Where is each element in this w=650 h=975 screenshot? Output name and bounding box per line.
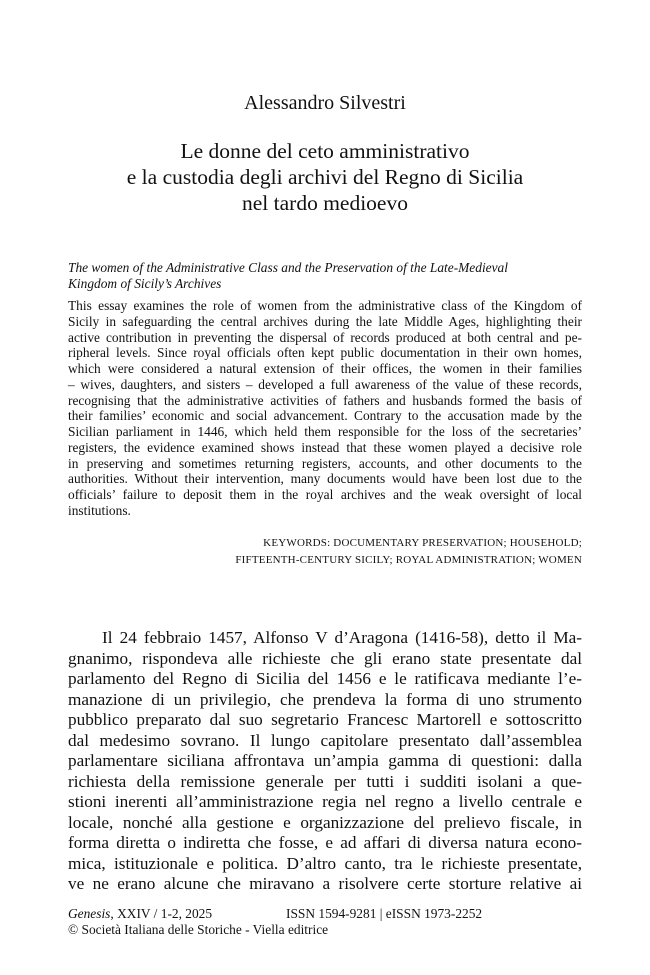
abstract-line: Sicilian parliament in 1446, which held them responsible for the loss of the secretaries’ [68, 424, 582, 439]
article-title [0, 138, 650, 216]
body-text [68, 628, 582, 895]
issn-info: ISSN 1594-9281 | eISSN 1973-2252 [286, 906, 483, 921]
abstract-line: Sicily in safeguarding the central archives during the late Middle Ages, highlighting their [68, 313, 582, 329]
abstract [68, 298, 582, 519]
english-title-line-2: Kingdom of Sicily’s Archives [68, 276, 222, 291]
abstract-line: – wives, daughters, and sisters – developed a full awareness of the value of these records, [68, 376, 582, 392]
journal-name: Genesis [68, 906, 111, 921]
english-title [68, 260, 582, 292]
abstract-line: authorities. Without their intervention, many documents would have been lost due to the [68, 471, 582, 487]
body-line: ve ne erano alcune che miravano a risolvere certe storture relative ai [68, 874, 582, 893]
english-title-line-1: The women of the Administrative Class and the Preservation of the Late-Medieval [68, 260, 508, 275]
abstract-line: in preserving and sometimes returning registers, accounts, and other documents to the [68, 455, 582, 471]
body-line: richiesta della remissione generale per tutti i sudditi isolani a que- [68, 771, 582, 791]
body-line: parlamentare siciliana affrontava un’ampia gamma di questioni: dalla [68, 751, 582, 770]
body-line: pubblico preparato dal suo segretario Francesc Martorell e sottoscritto [68, 710, 582, 729]
author-name: Alessandro Silvestri [244, 92, 406, 114]
page-footer [68, 906, 588, 937]
keywords-line-1: KEYWORDS: DOCUMENTARY PRESERVATION; HOUSEHOLD; [263, 537, 582, 549]
body-line: parlamento del Regno di Sicilia del 1456 e le ratificava mediante l’e- [68, 669, 582, 688]
body-line: dal medesimo sovrano. Il lungo capitolare presentato dall’assemblea [68, 730, 582, 750]
abstract-line: their families’ economic and social advancement. Contrary to the accusation made by the [68, 408, 582, 424]
body-line: gnanimo, rispondeva alle richieste che gli erano state presentate dal [68, 648, 582, 668]
abstract-line: active contribution in preventing the dispersal of records produced at both central and pe- [68, 329, 582, 345]
abstract-line: institutions. [68, 502, 131, 518]
title-line-2: e la custodia degli archivi del Regno di Sicilia [126, 165, 524, 189]
title-line-1: Le donne del ceto amministrativo [180, 139, 470, 163]
abstract-line: ripheral levels. Since royal officials often kept public documentation in their own homes, [68, 345, 582, 361]
body-line: forma diretta o indiretta che fosse, e ad affari di diversa natura econo- [68, 833, 582, 852]
body-line: mica, istituzionale e politica. D’altro canto, tra le richieste presentate, [68, 853, 582, 873]
abstract-line: officials’ failure to deposit them in the royal archives and the weak oversight of local [68, 487, 582, 502]
journal-volume: , XXIV / 1-2, 2025 [110, 906, 213, 921]
body-line: manazione di un privilegio, che prendeva la forma di uno strumento [68, 689, 582, 709]
body-line: Il 24 febbraio 1457, Alfonso V d’Aragona (1416-58), detto il Ma- [102, 628, 582, 647]
title-line-3: nel tardo medioevo [242, 191, 408, 215]
abstract-line: which were considered a natural extension of their offices, the women in their families [68, 361, 582, 376]
abstract-line: recognising that the administrative activities of fathers and husbands formed the basis of [68, 392, 582, 408]
abstract-line: This essay examines the role of women from the administrative class of the Kingdom of [68, 298, 582, 313]
abstract-line: registers, the evidence examined shows instead that these women played a decisive role [68, 439, 582, 455]
keywords-line-2: FIFTEENTH-CENTURY SICILY; ROYAL ADMINISTRATION; WOMEN [235, 554, 582, 566]
body-line: locale, nonché alla gestione e organizzazione del prelievo fiscale, in [68, 812, 582, 832]
copyright-notice: © Società Italiana delle Storiche - Viella editrice [68, 921, 329, 937]
body-line: stioni inerenti all’amministrazione regia nel regno a livello centrale e [68, 792, 582, 811]
